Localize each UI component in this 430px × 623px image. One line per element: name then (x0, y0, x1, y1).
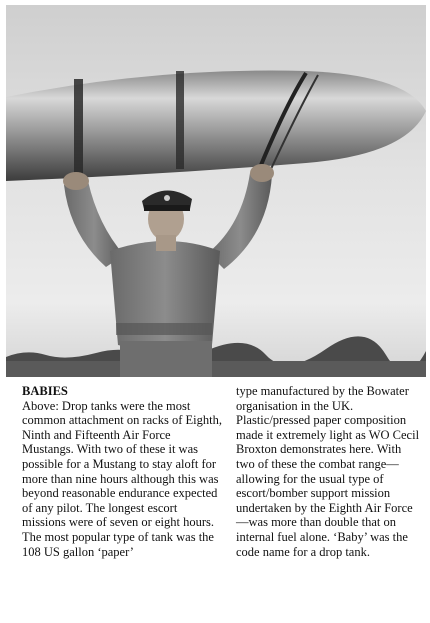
right-hand (250, 164, 274, 182)
caption (22, 384, 422, 559)
photo-illustration (6, 5, 426, 377)
photo-drop-tank (6, 5, 426, 377)
caption-column-right (236, 384, 422, 559)
tank-band (74, 79, 83, 177)
caption-text-left: Above: Drop tanks were the most common attachment on racks of Eighth, Ninth and Fifteenth Air Force Mustangs. With two of these it was possible for a Mustang to stay aloft for more than nine hours although this was beyond reasonable endurance expected of any pilot. The longest escort missions were of seven or eight hours. The most popular type of tank was the 108 US gallon ‘paper’ (22, 398, 222, 559)
caption-title: BABIES (22, 384, 68, 398)
tank-band (176, 71, 184, 169)
drop-tank (6, 71, 426, 181)
left-hand (63, 172, 89, 190)
caption-text-right: type manufactured by the Bowater organisation in the UK. Plastic/pressed paper composition made it extremely light as WO Cecil Broxton demonstrates here. With two of these the combat range—allowing for the usual type of escort/bomber support mission undertaken by the Eighth Air Force—was more than double that on internal fuel alone. ‘Baby’ was the code name for a drop tank. (236, 384, 420, 559)
trousers (120, 341, 212, 377)
caption-column-left (22, 384, 222, 559)
neck (156, 235, 176, 251)
